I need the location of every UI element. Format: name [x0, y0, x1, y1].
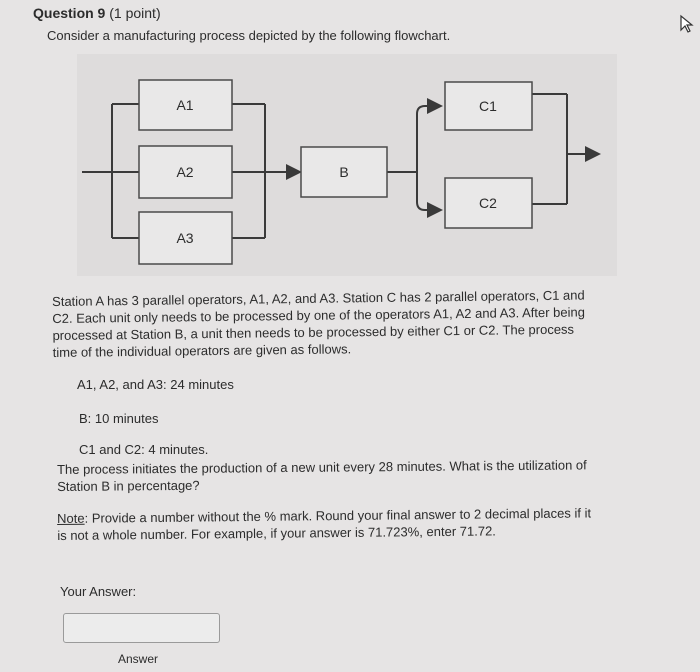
- question-prompt: Consider a manufacturing process depicted by the following flowchart.: [47, 28, 451, 43]
- answer-caption: Answer: [118, 652, 159, 666]
- answer-input[interactable]: [63, 613, 220, 643]
- question-points: (1 point): [109, 5, 161, 21]
- time-a: A1, A2, and A3: 24 minutes: [77, 377, 234, 392]
- box-a1-label: A1: [176, 97, 194, 113]
- time-b: B: 10 minutes: [79, 411, 159, 426]
- question-text: The process initiates the production of a new unit every 28 minutes. What is the utilization of Station B in percentage?: [57, 457, 587, 494]
- note-label: Note: [57, 510, 85, 526]
- box-c1-label: C1: [479, 98, 497, 114]
- box-a2-label: A2: [176, 164, 194, 180]
- mouse-pointer-icon: [678, 14, 696, 34]
- note-text: : Provide a number without the % mark. Round your final answer to 2 decimal places if it is not a whole number. For example, if your answer is 71.723%, enter 71.72.: [57, 505, 592, 543]
- problem-description: Station A has 3 parallel operators, A1, A2, and A3. Station C has 2 parallel operators, C1 and C2. Each unit only needs to be processed by one of the operators A1, A2 and A3. After being processed at Station B, a unit then needs to be processed by either C1 or C2. The process time of the individual operators are given as follows.: [52, 287, 586, 360]
- question-title: [33, 5, 161, 21]
- box-a3-label: A3: [176, 230, 194, 246]
- flowchart: [77, 54, 617, 276]
- box-b-label: B: [339, 164, 349, 180]
- note: [57, 504, 592, 544]
- box-c2-label: C2: [479, 195, 497, 211]
- your-answer-label: Your Answer:: [60, 584, 137, 599]
- question-label: Question 9: [33, 5, 106, 21]
- time-c: C1 and C2: 4 minutes.: [79, 442, 209, 457]
